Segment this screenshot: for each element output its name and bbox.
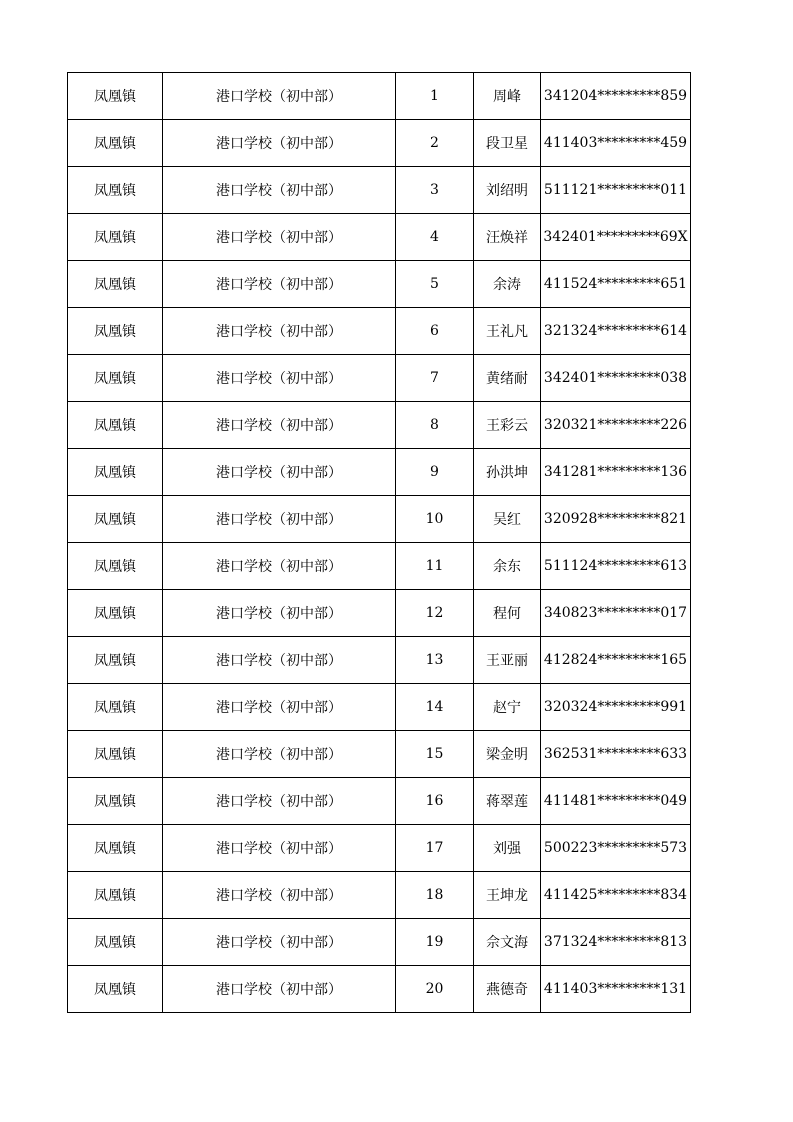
- table-row: [68, 825, 691, 872]
- town-cell: 凤凰镇: [68, 355, 163, 402]
- school-cell: 港口学校（初中部）: [163, 637, 396, 684]
- table-row: [68, 355, 691, 402]
- town-cell: 凤凰镇: [68, 872, 163, 919]
- roster-table-body: [68, 73, 691, 1013]
- table-row: [68, 590, 691, 637]
- serial-number-cell: 4: [396, 214, 474, 261]
- school-cell: 港口学校（初中部）: [163, 449, 396, 496]
- table-row: [68, 966, 691, 1013]
- town-cell: 凤凰镇: [68, 825, 163, 872]
- id-number-cell: 342401*********69X: [541, 214, 691, 261]
- serial-number-cell: 14: [396, 684, 474, 731]
- table-row: [68, 73, 691, 120]
- person-name-cell: 程何: [474, 590, 541, 637]
- table-row: [68, 402, 691, 449]
- town-cell: 凤凰镇: [68, 496, 163, 543]
- town-cell: 凤凰镇: [68, 919, 163, 966]
- person-name-cell: 王亚丽: [474, 637, 541, 684]
- town-cell: 凤凰镇: [68, 214, 163, 261]
- serial-number-cell: 5: [396, 261, 474, 308]
- person-name-cell: 周峰: [474, 73, 541, 120]
- table-row: [68, 214, 691, 261]
- person-name-cell: 汪焕祥: [474, 214, 541, 261]
- school-cell: 港口学校（初中部）: [163, 402, 396, 449]
- serial-number-cell: 7: [396, 355, 474, 402]
- town-cell: 凤凰镇: [68, 261, 163, 308]
- town-cell: 凤凰镇: [68, 167, 163, 214]
- school-cell: 港口学校（初中部）: [163, 308, 396, 355]
- school-cell: 港口学校（初中部）: [163, 684, 396, 731]
- serial-number-cell: 17: [396, 825, 474, 872]
- table-row: [68, 261, 691, 308]
- person-name-cell: 蒋翠莲: [474, 778, 541, 825]
- id-number-cell: 411403*********459: [541, 120, 691, 167]
- id-number-cell: 342401*********038: [541, 355, 691, 402]
- person-name-cell: 段卫星: [474, 120, 541, 167]
- school-cell: 港口学校（初中部）: [163, 355, 396, 402]
- town-cell: 凤凰镇: [68, 308, 163, 355]
- serial-number-cell: 15: [396, 731, 474, 778]
- id-number-cell: 320928*********821: [541, 496, 691, 543]
- town-cell: 凤凰镇: [68, 120, 163, 167]
- person-name-cell: 燕德奇: [474, 966, 541, 1013]
- id-number-cell: 321324*********614: [541, 308, 691, 355]
- town-cell: 凤凰镇: [68, 449, 163, 496]
- school-cell: 港口学校（初中部）: [163, 872, 396, 919]
- table-row: [68, 308, 691, 355]
- town-cell: 凤凰镇: [68, 731, 163, 778]
- id-number-cell: 411403*********131: [541, 966, 691, 1013]
- id-number-cell: 411481*********049: [541, 778, 691, 825]
- school-cell: 港口学校（初中部）: [163, 120, 396, 167]
- table-row: [68, 496, 691, 543]
- person-name-cell: 黄绪耐: [474, 355, 541, 402]
- serial-number-cell: 9: [396, 449, 474, 496]
- serial-number-cell: 10: [396, 496, 474, 543]
- id-number-cell: 320324*********991: [541, 684, 691, 731]
- school-cell: 港口学校（初中部）: [163, 778, 396, 825]
- id-number-cell: 412824*********165: [541, 637, 691, 684]
- id-number-cell: 411425*********834: [541, 872, 691, 919]
- town-cell: 凤凰镇: [68, 590, 163, 637]
- town-cell: 凤凰镇: [68, 73, 163, 120]
- id-number-cell: 341204*********859: [541, 73, 691, 120]
- school-cell: 港口学校（初中部）: [163, 167, 396, 214]
- serial-number-cell: 11: [396, 543, 474, 590]
- id-number-cell: 341281*********136: [541, 449, 691, 496]
- person-name-cell: 余东: [474, 543, 541, 590]
- table-row: [68, 919, 691, 966]
- school-cell: 港口学校（初中部）: [163, 261, 396, 308]
- school-cell: 港口学校（初中部）: [163, 590, 396, 637]
- school-cell: 港口学校（初中部）: [163, 543, 396, 590]
- id-number-cell: 340823*********017: [541, 590, 691, 637]
- id-number-cell: 511121*********011: [541, 167, 691, 214]
- serial-number-cell: 1: [396, 73, 474, 120]
- table-row: [68, 778, 691, 825]
- table-row: [68, 543, 691, 590]
- person-name-cell: 赵宁: [474, 684, 541, 731]
- table-row: [68, 120, 691, 167]
- table-row: [68, 731, 691, 778]
- town-cell: 凤凰镇: [68, 637, 163, 684]
- serial-number-cell: 8: [396, 402, 474, 449]
- school-cell: 港口学校（初中部）: [163, 825, 396, 872]
- serial-number-cell: 18: [396, 872, 474, 919]
- school-cell: 港口学校（初中部）: [163, 919, 396, 966]
- person-name-cell: 吴红: [474, 496, 541, 543]
- serial-number-cell: 20: [396, 966, 474, 1013]
- id-number-cell: 411524*********651: [541, 261, 691, 308]
- school-cell: 港口学校（初中部）: [163, 73, 396, 120]
- person-name-cell: 王坤龙: [474, 872, 541, 919]
- town-cell: 凤凰镇: [68, 402, 163, 449]
- roster-table: [67, 72, 691, 1013]
- person-name-cell: 孙洪坤: [474, 449, 541, 496]
- serial-number-cell: 16: [396, 778, 474, 825]
- table-row: [68, 872, 691, 919]
- person-name-cell: 刘绍明: [474, 167, 541, 214]
- person-name-cell: 余涛: [474, 261, 541, 308]
- table-row: [68, 167, 691, 214]
- id-number-cell: 362531*********633: [541, 731, 691, 778]
- person-name-cell: 王礼凡: [474, 308, 541, 355]
- serial-number-cell: 2: [396, 120, 474, 167]
- town-cell: 凤凰镇: [68, 684, 163, 731]
- id-number-cell: 511124*********613: [541, 543, 691, 590]
- person-name-cell: 佘文海: [474, 919, 541, 966]
- serial-number-cell: 3: [396, 167, 474, 214]
- school-cell: 港口学校（初中部）: [163, 496, 396, 543]
- school-cell: 港口学校（初中部）: [163, 966, 396, 1013]
- table-row: [68, 684, 691, 731]
- table-row: [68, 637, 691, 684]
- town-cell: 凤凰镇: [68, 778, 163, 825]
- id-number-cell: 371324*********813: [541, 919, 691, 966]
- serial-number-cell: 19: [396, 919, 474, 966]
- town-cell: 凤凰镇: [68, 543, 163, 590]
- person-name-cell: 梁金明: [474, 731, 541, 778]
- person-name-cell: 刘强: [474, 825, 541, 872]
- serial-number-cell: 13: [396, 637, 474, 684]
- school-cell: 港口学校（初中部）: [163, 731, 396, 778]
- school-cell: 港口学校（初中部）: [163, 214, 396, 261]
- id-number-cell: 320321*********226: [541, 402, 691, 449]
- serial-number-cell: 12: [396, 590, 474, 637]
- serial-number-cell: 6: [396, 308, 474, 355]
- person-name-cell: 王彩云: [474, 402, 541, 449]
- id-number-cell: 500223*********573: [541, 825, 691, 872]
- town-cell: 凤凰镇: [68, 966, 163, 1013]
- table-row: [68, 449, 691, 496]
